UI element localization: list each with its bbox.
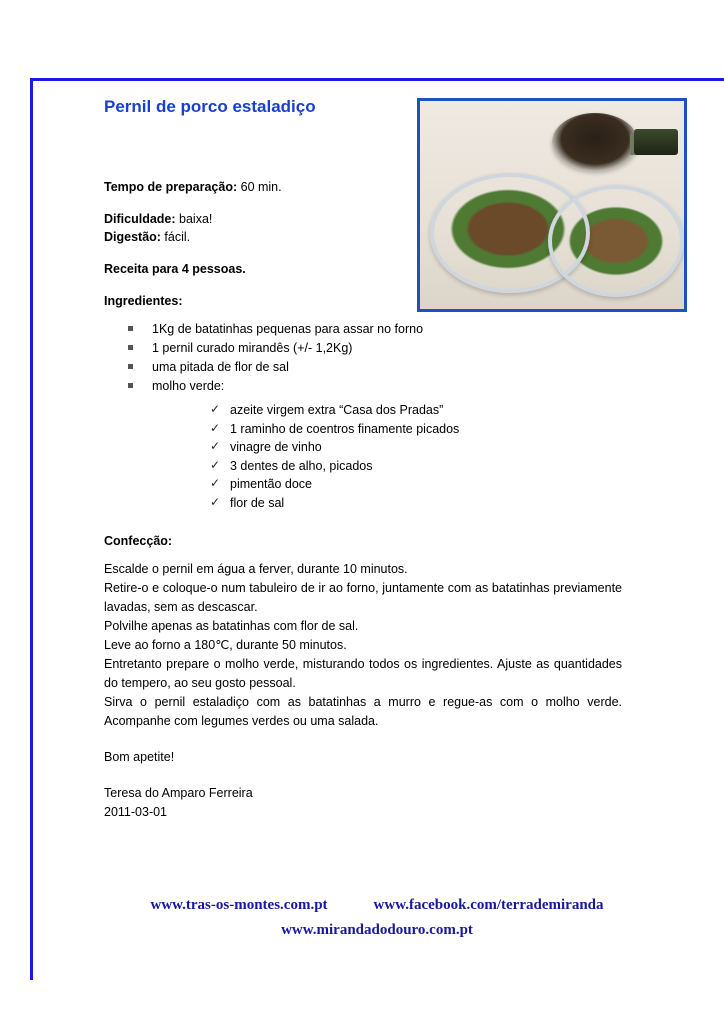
footer-links (30, 893, 724, 943)
list-item: ✓ azeite virgem extra “Casa dos Pradas” (210, 401, 684, 420)
sauce-ingredients-list (104, 401, 684, 512)
ingredients-list (104, 320, 684, 395)
footer-link-facebook[interactable]: www.facebook.com/terrademiranda (373, 897, 604, 913)
preparation-step: Entretanto prepare o molho verde, misturando todos os ingredientes. Ajuste as quantidades do tempero, ao seu gosto pessoal. (104, 657, 622, 690)
meta-digestion-value: fácil. (160, 230, 191, 244)
footer-link-miranda[interactable]: www.mirandadodouro.com.pt (281, 922, 473, 938)
preparation-step: Retire-o e coloque-o num tabuleiro de ir ao forno, juntamente com as batatinhas previamente lavadas, sem as descascar. (104, 581, 622, 614)
list-item: ✓ 1 raminho de coentros finamente picados (210, 420, 684, 439)
meta-servings: Receita para 4 pessoas. (104, 262, 246, 276)
meta-prep-time (104, 178, 404, 196)
meta-difficulty-value: baixa! (175, 212, 213, 226)
list-item: 1 pernil curado mirandês (+/- 1,2Kg) (128, 339, 684, 357)
preparation-step: Leve ao forno a 180℃, durante 50 minutos. (104, 638, 347, 652)
recipe-meta (104, 178, 404, 278)
list-item: ✓ 3 dentes de alho, picados (210, 457, 684, 476)
list-item: ✓ flor de sal (210, 494, 684, 513)
meta-prep-time-label: Tempo de preparação: (104, 180, 238, 194)
page-title: Pernil de porco estaladiço (104, 97, 316, 116)
meta-difficulty (104, 210, 404, 228)
meta-digestion (104, 228, 404, 246)
preparation-text (104, 560, 622, 822)
preparation-step: Polvilhe apenas as batatinhas com flor de sal. (104, 619, 359, 633)
list-item: uma pitada de flor de sal (128, 358, 684, 376)
list-item: ✓ vinagre de vinho (210, 438, 684, 457)
preparation-heading: Confecção: (104, 534, 173, 548)
meta-difficulty-label: Dificuldade: (104, 212, 176, 226)
list-item: ✓ pimentão doce (210, 475, 684, 494)
page-frame-top-rule (30, 78, 724, 81)
page-frame-left-rule (30, 78, 33, 980)
meta-prep-time-value: 60 min. (237, 180, 282, 194)
preparation-step: Sirva o pernil estaladiço com as batatinhas a murro e regue-as com o molho verde. Acompanhe com legumes verdes ou uma salada. (104, 695, 622, 728)
preparation-step: Escalde o pernil em água a ferver, durante 10 minutos. (104, 562, 408, 576)
closing-note: Bom apetite! (104, 750, 175, 764)
document-body (104, 96, 684, 822)
list-item: 1Kg de batatinhas pequenas para assar no forno (128, 320, 684, 338)
ingredients-heading: Ingredientes: (104, 294, 183, 308)
list-item: molho verde: (128, 377, 684, 395)
publish-date: 2011-03-01 (104, 805, 168, 819)
meta-digestion-label: Digestão: (104, 230, 161, 244)
author-name: Teresa do Amparo Ferreira (104, 786, 253, 800)
footer-link-website[interactable]: www.tras-os-montes.com.pt (150, 897, 328, 913)
